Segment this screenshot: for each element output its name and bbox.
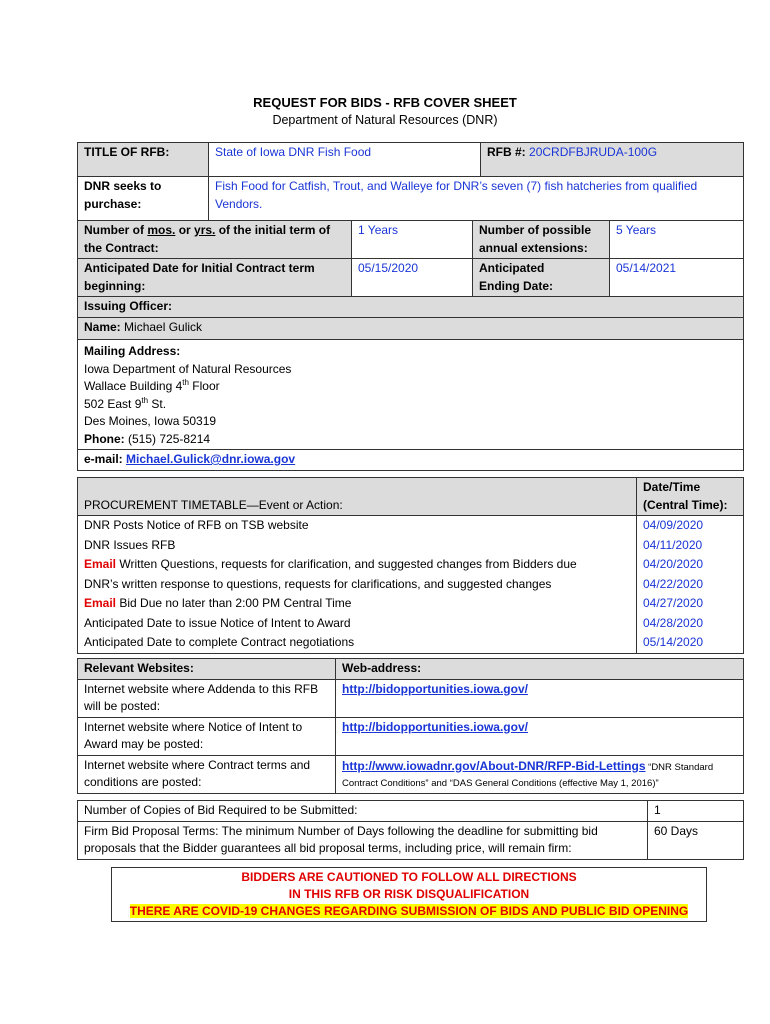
phone-label: Phone: — [84, 431, 125, 446]
officer-label: Issuing Officer: — [78, 297, 744, 318]
covid-notice: THERE ARE COVID-19 CHANGES REGARDING SUBMISSION OF BIDS AND PUBLIC BID OPENING — [129, 904, 689, 918]
phone-value: (515) 725-8214 — [128, 431, 211, 446]
address-line-4: Des Moines, Iowa 50319 — [84, 414, 217, 428]
copies-label: Number of Copies of Bid Required to be Submitted: — [78, 801, 648, 822]
term-value: 1 Years — [352, 221, 473, 259]
rfb-label: RFB #: — [487, 145, 526, 159]
timetable-event: Anticipated Date to issue Notice of Intent to Award — [78, 614, 637, 634]
ext-value: 5 Years — [610, 221, 744, 259]
web-address-header: Web-address: — [336, 659, 744, 680]
contract-terms-link[interactable]: http://www.iowadnr.gov/About-DNR/RFP-Bid-Lettings — [342, 758, 646, 773]
website-label: Internet website where Addenda to this RFB will be posted: — [78, 679, 336, 717]
timetable-event: DNR Issues RFB — [78, 536, 637, 556]
timetable-event: Anticipated Date to complete Contract negotiations — [78, 633, 637, 653]
caution-line-2: IN THIS RFB OR RISK DISQUALIFICATION — [288, 887, 530, 901]
start-label: Anticipated Date for Initial Contract term beginning: — [78, 259, 352, 297]
start-value: 05/15/2020 — [352, 259, 473, 297]
timetable-event: Email Bid Due no later than 2:00 PM Central Time — [78, 594, 637, 614]
timetable-event: Email Written Questions, requests for clarification, and suggested changes from Bidders due — [78, 555, 637, 575]
page-subtitle: Department of Natural Resources (DNR) — [272, 113, 498, 127]
term-label: Number of mos. or yrs. of the initial term of the Contract: — [78, 221, 352, 259]
terms-label: Firm Bid Proposal Terms: The minimum Number of Days following the deadline for submitting bid proposals that the Bidder guarantees all bid proposal terms, including price, will remain firm: — [78, 821, 648, 859]
mailing-address — [78, 340, 744, 450]
website-label: Internet website where Contract terms and conditions are posted: — [78, 755, 336, 793]
timetable — [77, 477, 744, 654]
timetable-date: 04/09/2020 — [637, 516, 744, 536]
caution-box — [111, 867, 707, 922]
seeks-value: Fish Food for Catfish, Trout, and Walleye for DNR’s seven (7) fish hatcheries from qualified Vendors. — [209, 177, 744, 221]
address-line-3: 502 East 9th St. — [84, 395, 167, 411]
title-label: TITLE OF RFB: — [78, 143, 209, 177]
timetable-date: 04/22/2020 — [637, 575, 744, 595]
copies-value: 1 — [648, 801, 744, 822]
terms-value: 60 Days — [648, 821, 744, 859]
name-label: Name: — [84, 319, 121, 334]
timetable-event: DNR’s written response to questions, requests for clarifications, and suggested changes — [78, 575, 637, 595]
website-label: Internet website where Notice of Intent to Award may be posted: — [78, 717, 336, 755]
end-label: Anticipated Ending Date: — [473, 259, 610, 297]
timetable-date: 04/20/2020 — [637, 555, 744, 575]
timetable-event: DNR Posts Notice of RFB on TSB website — [78, 516, 637, 536]
timetable-date-header: Date/Time (Central Time): — [637, 478, 744, 516]
end-value: 05/14/2021 — [610, 259, 744, 297]
seeks-label: DNR seeks to purchase: — [78, 177, 209, 221]
notice-link[interactable]: http://bidopportunities.iowa.gov/ — [342, 719, 528, 734]
title-value: State of Iowa DNR Fish Food — [209, 143, 481, 177]
caution-line-1: BIDDERS ARE CAUTIONED TO FOLLOW ALL DIRECTIONS — [241, 870, 577, 884]
ext-label: Number of possible annual extensions: — [473, 221, 610, 259]
address-line-1: Iowa Department of Natural Resources — [84, 361, 292, 376]
timetable-date: 05/14/2020 — [637, 633, 744, 653]
websites-table — [77, 658, 744, 794]
email-link[interactable]: Michael.Gulick@dnr.iowa.gov — [126, 452, 296, 466]
cover-table — [77, 142, 744, 471]
timetable-date: 04/27/2020 — [637, 594, 744, 614]
addenda-link[interactable]: http://bidopportunities.iowa.gov/ — [342, 681, 528, 696]
timetable-date: 04/11/2020 — [637, 536, 744, 556]
rfb-value: 20CRDFBJRUDA-100G — [529, 145, 658, 159]
timetable-header: PROCUREMENT TIMETABLE—Event or Action: — [78, 478, 637, 516]
contract-terms-note: “DNR Standard Contract Conditions” and “DAS General Conditions (effective May 1, 2016)” — [342, 761, 714, 789]
page-title: REQUEST FOR BIDS - RFB COVER SHEET — [253, 95, 517, 110]
websites-header: Relevant Websites: — [78, 659, 336, 680]
address-line-2: Wallace Building 4th Floor — [84, 378, 220, 393]
name-value: Michael Gulick — [124, 319, 203, 334]
timetable-date: 04/28/2020 — [637, 614, 744, 634]
email-label: e-mail: — [84, 452, 123, 466]
copies-table — [77, 800, 744, 860]
mailing-label: Mailing Address: — [84, 344, 181, 358]
